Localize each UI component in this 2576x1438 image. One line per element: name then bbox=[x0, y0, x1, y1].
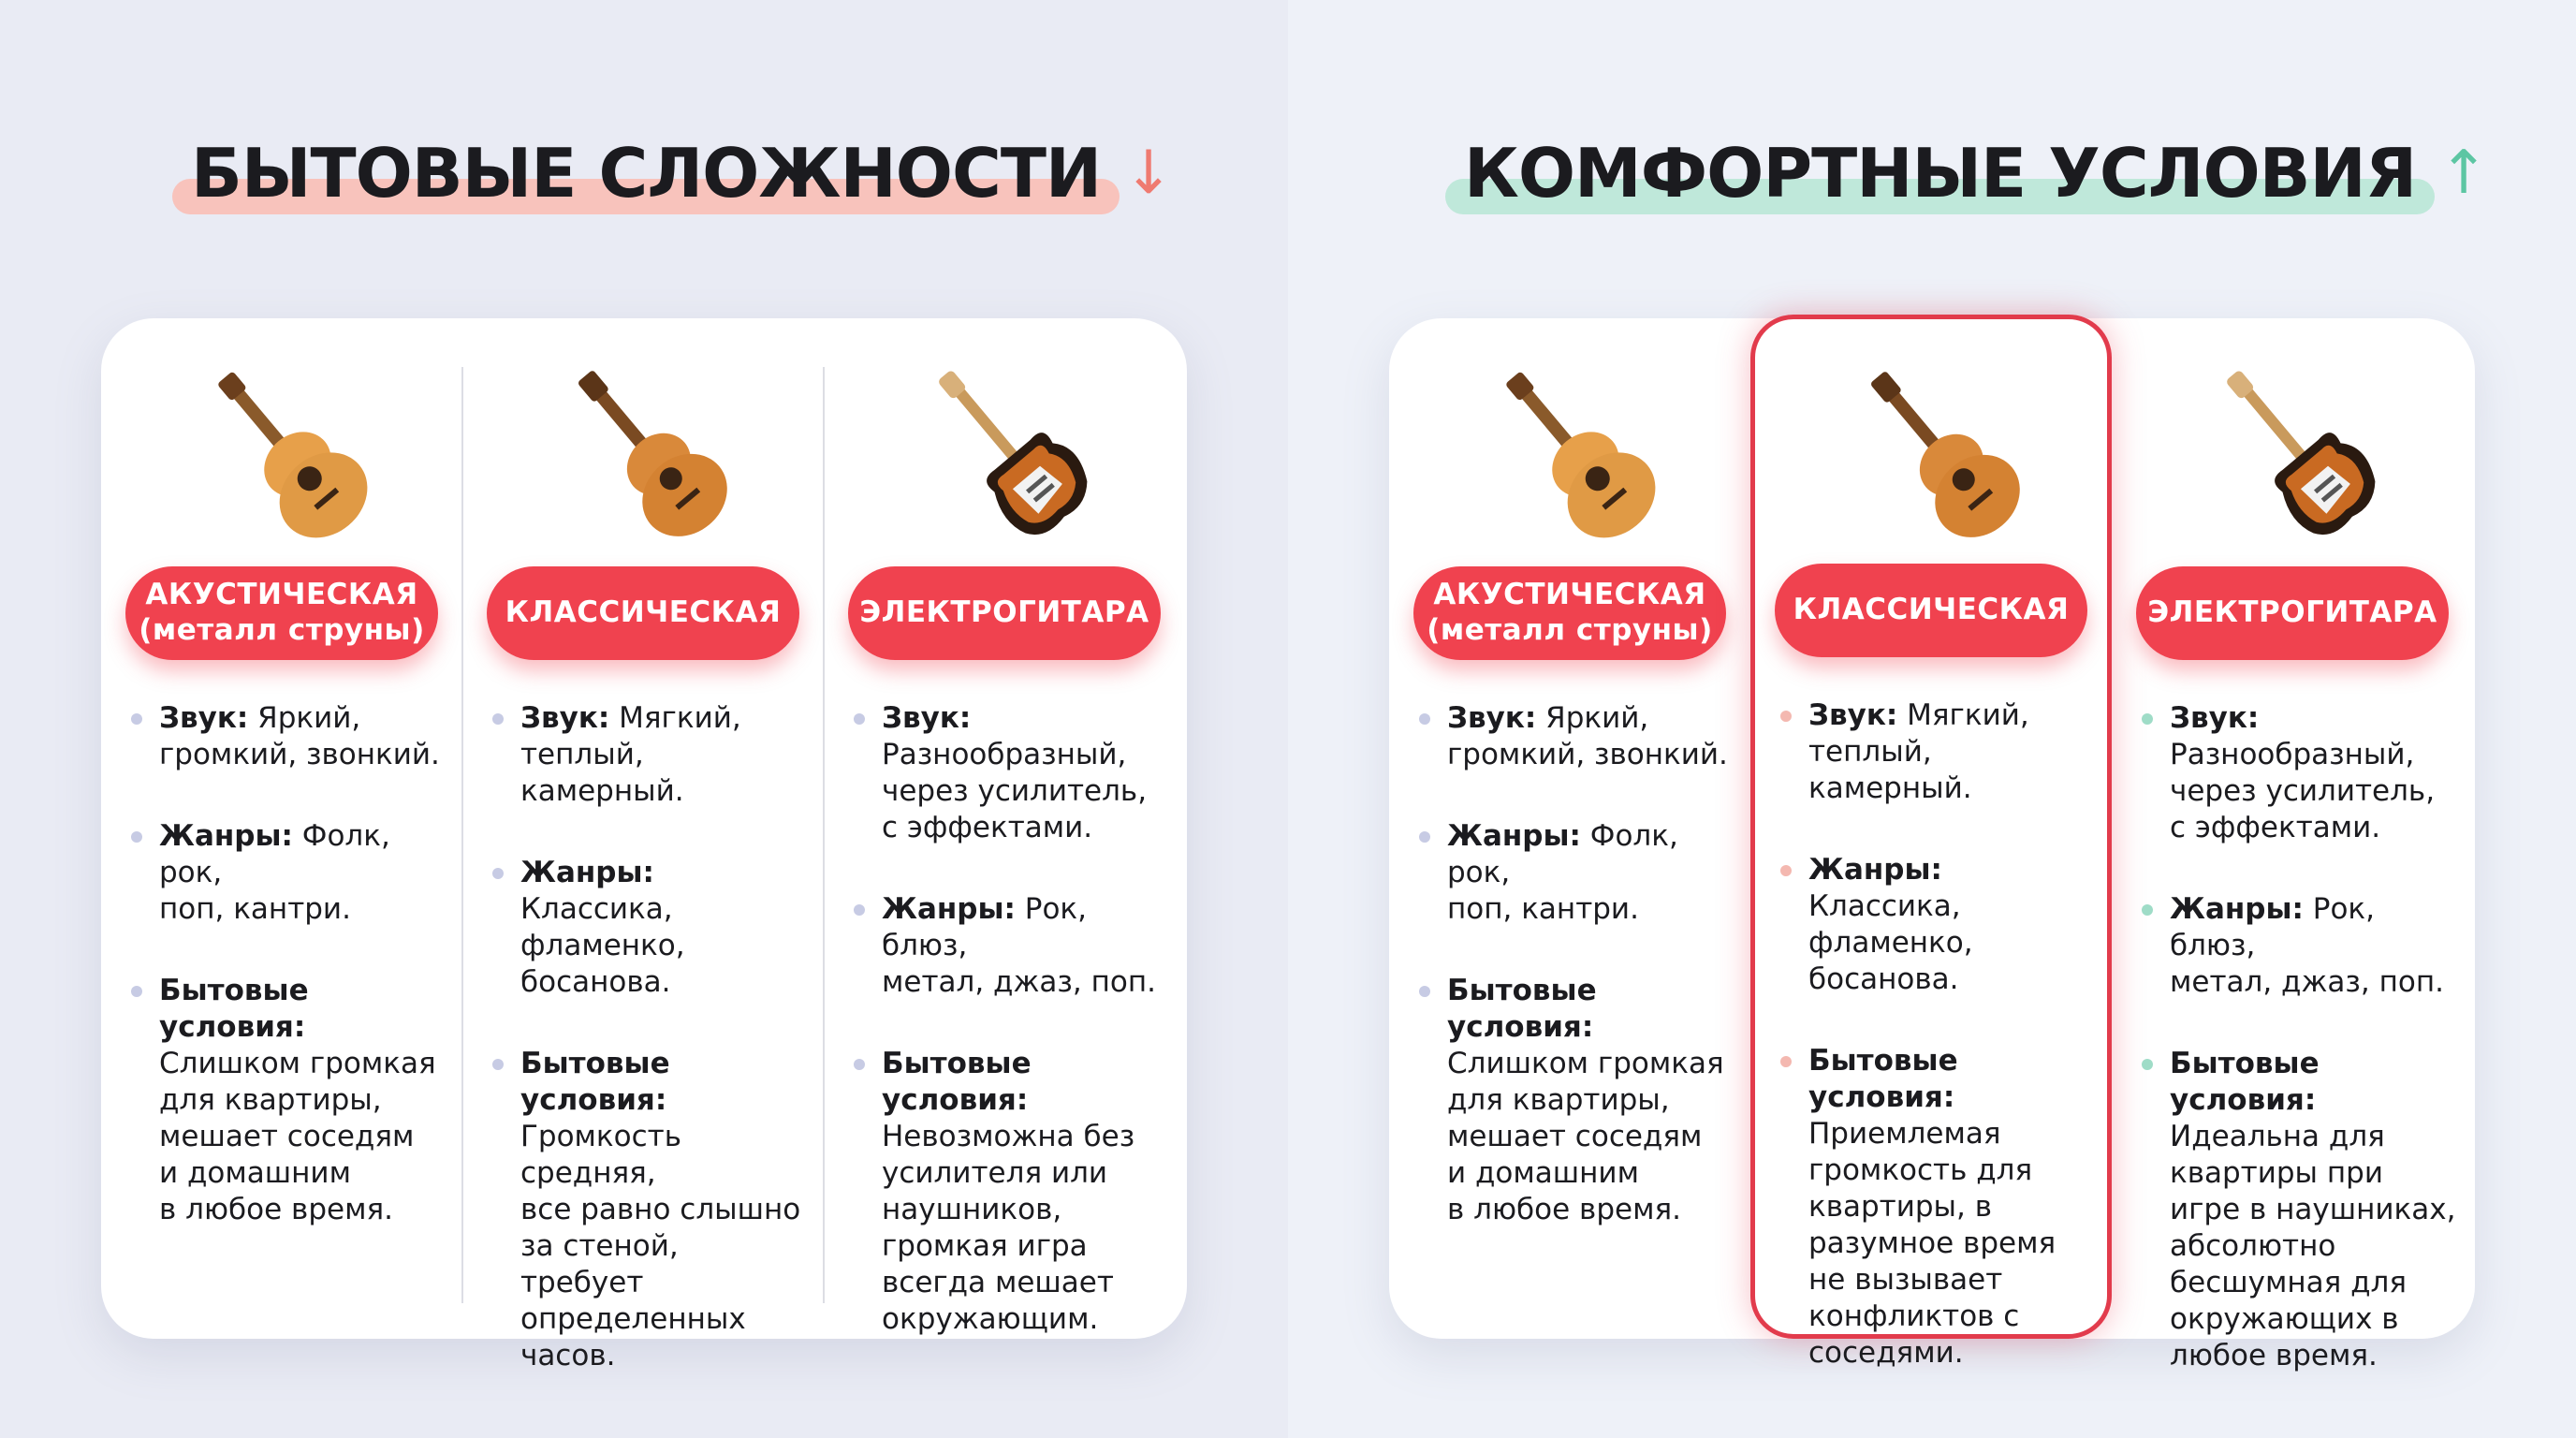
acoustic-guitar-icon bbox=[157, 356, 401, 543]
item-label: Бытовые условия: bbox=[1447, 974, 1597, 1044]
acoustic-items bbox=[129, 700, 447, 1273]
item-label: Жанры: bbox=[520, 856, 654, 889]
item-label: Бытовые условия: bbox=[882, 1047, 1032, 1117]
classical-column bbox=[462, 318, 824, 1372]
electric-column bbox=[824, 318, 1185, 1339]
list-item bbox=[490, 855, 809, 1001]
item-label: Жанры: bbox=[2170, 892, 2304, 926]
list-item bbox=[852, 891, 1170, 1001]
electric-guitar-icon bbox=[2168, 356, 2411, 543]
item-label: Жанры: bbox=[159, 819, 293, 853]
item-label: Жанры: bbox=[1808, 853, 1942, 887]
left-title: БЫТОВЫЕ СЛОЖНОСТИ bbox=[178, 139, 1114, 207]
acoustic-column bbox=[101, 318, 462, 1339]
acoustic-label-line2: (металл струны) bbox=[1427, 613, 1713, 647]
list-item bbox=[490, 1046, 809, 1374]
classical-label: КЛАССИЧЕСКАЯ bbox=[1793, 593, 2070, 627]
item-label: Звук: bbox=[1447, 701, 1537, 735]
acoustic-label-line2: (металл струны) bbox=[139, 613, 425, 647]
arrow-up-icon: ↑ bbox=[2438, 139, 2489, 208]
classical-label-pill bbox=[487, 566, 799, 660]
electric-items bbox=[2140, 700, 2458, 1419]
arrow-down-icon: ↓ bbox=[1123, 139, 1174, 208]
list-item bbox=[1778, 697, 2097, 807]
list-item bbox=[1417, 973, 1735, 1228]
electric-label: ЭЛЕКТРОГИТАРА bbox=[859, 595, 1149, 630]
item-label: Звук: bbox=[159, 701, 249, 735]
classical-items bbox=[490, 700, 809, 1419]
item-label: Звук: bbox=[1808, 698, 1898, 732]
item-label: Звук: bbox=[882, 701, 972, 735]
item-text: Фолк, рок, поп, кантри. bbox=[1447, 819, 1678, 926]
item-label: Бытовые условия: bbox=[1808, 1044, 1958, 1114]
classical-label-pill bbox=[1775, 564, 2087, 657]
right-title-wrap bbox=[1451, 126, 2489, 220]
classical-guitar-icon bbox=[1811, 357, 2055, 544]
list-item bbox=[2140, 700, 2458, 846]
item-label: Бытовые условия: bbox=[159, 974, 309, 1044]
electric-label-pill bbox=[2136, 566, 2449, 660]
right-card bbox=[1389, 318, 2475, 1372]
list-item bbox=[490, 700, 809, 810]
list-item bbox=[129, 973, 447, 1228]
item-label: Жанры: bbox=[1447, 819, 1581, 853]
electric-items bbox=[852, 700, 1170, 1383]
electric-label-pill bbox=[848, 566, 1161, 660]
list-item bbox=[129, 818, 447, 928]
list-item bbox=[852, 1046, 1170, 1338]
acoustic-label-pill bbox=[1413, 566, 1726, 660]
left-card bbox=[101, 318, 1187, 1372]
item-text: Идеальна для квартиры при игре в наушниках, абсолютно бесшумная для окружающих в любое время. bbox=[2170, 1120, 2456, 1372]
item-label: Звук: bbox=[2170, 701, 2260, 735]
item-text: Рок, блюз, метал, джаз, поп. bbox=[882, 892, 1156, 999]
electric-column bbox=[2112, 318, 2473, 1372]
right-title: КОМФОРТНЫЕ УСЛОВИЯ bbox=[1451, 139, 2429, 207]
item-text: Приемлемая громкость для квартиры, в разумное время не вызывает конфликтов с соседями. bbox=[1808, 1117, 2056, 1370]
item-label: Бытовые условия: bbox=[2170, 1047, 2320, 1117]
list-item bbox=[1417, 818, 1735, 928]
acoustic-label-pill bbox=[125, 566, 438, 660]
item-text: Рок, блюз, метал, джаз, поп. bbox=[2170, 892, 2444, 999]
item-text: Классика, фламенко, босанова. bbox=[520, 892, 685, 999]
classical-guitar-icon bbox=[519, 356, 762, 543]
item-text: Невозможна без усилителя или наушников, громкая игра всегда мешает окружающим. bbox=[882, 1120, 1135, 1336]
classical-label: КЛАССИЧЕСКАЯ bbox=[505, 595, 782, 630]
left-title-wrap bbox=[178, 126, 1174, 220]
item-text: Разнообразный, через усилитель, с эффектами. bbox=[882, 738, 1148, 844]
list-item bbox=[852, 700, 1170, 846]
item-text: Яркий, громкий, звонкий. bbox=[159, 701, 440, 771]
acoustic-label-line1: АКУСТИЧЕСКАЯ bbox=[1433, 578, 1706, 612]
item-text: Мягкий, теплый, камерный. bbox=[520, 701, 741, 808]
list-item bbox=[1778, 852, 2097, 998]
list-item bbox=[129, 700, 447, 773]
item-label: Жанры: bbox=[882, 892, 1016, 926]
item-text: Громкость средняя, все равно слышно за стеной, требует определенных часов. bbox=[520, 1120, 801, 1372]
acoustic-label-line1: АКУСТИЧЕСКАЯ bbox=[145, 578, 418, 612]
item-text: Фолк, рок, поп, кантри. bbox=[159, 819, 390, 926]
item-text: Классика, фламенко, босанова. bbox=[1808, 889, 1973, 996]
electric-label: ЭЛЕКТРОГИТАРА bbox=[2147, 595, 2437, 630]
electric-guitar-icon bbox=[880, 356, 1123, 543]
acoustic-guitar-icon bbox=[1445, 356, 1689, 543]
item-label: Звук: bbox=[520, 701, 610, 735]
item-label: Бытовые условия: bbox=[520, 1047, 670, 1117]
classical-column-highlighted bbox=[1750, 315, 2112, 1370]
list-item bbox=[2140, 1046, 2458, 1374]
item-text: Яркий, громкий, звонкий. bbox=[1447, 701, 1728, 771]
item-text: Слишком громкая для квартиры, мешает соседям и домашним в любое время. bbox=[159, 1047, 436, 1226]
list-item bbox=[2140, 891, 2458, 1001]
item-text: Мягкий, теплый, камерный. bbox=[1808, 698, 2029, 805]
acoustic-column bbox=[1389, 318, 1750, 1339]
list-item bbox=[1778, 1043, 2097, 1372]
item-text: Разнообразный, через усилитель, с эффектами. bbox=[2170, 738, 2436, 844]
classical-items bbox=[1778, 697, 2097, 1416]
acoustic-items bbox=[1417, 700, 1735, 1273]
list-item bbox=[1417, 700, 1735, 773]
item-text: Слишком громкая для квартиры, мешает соседям и домашним в любое время. bbox=[1447, 1047, 1724, 1226]
